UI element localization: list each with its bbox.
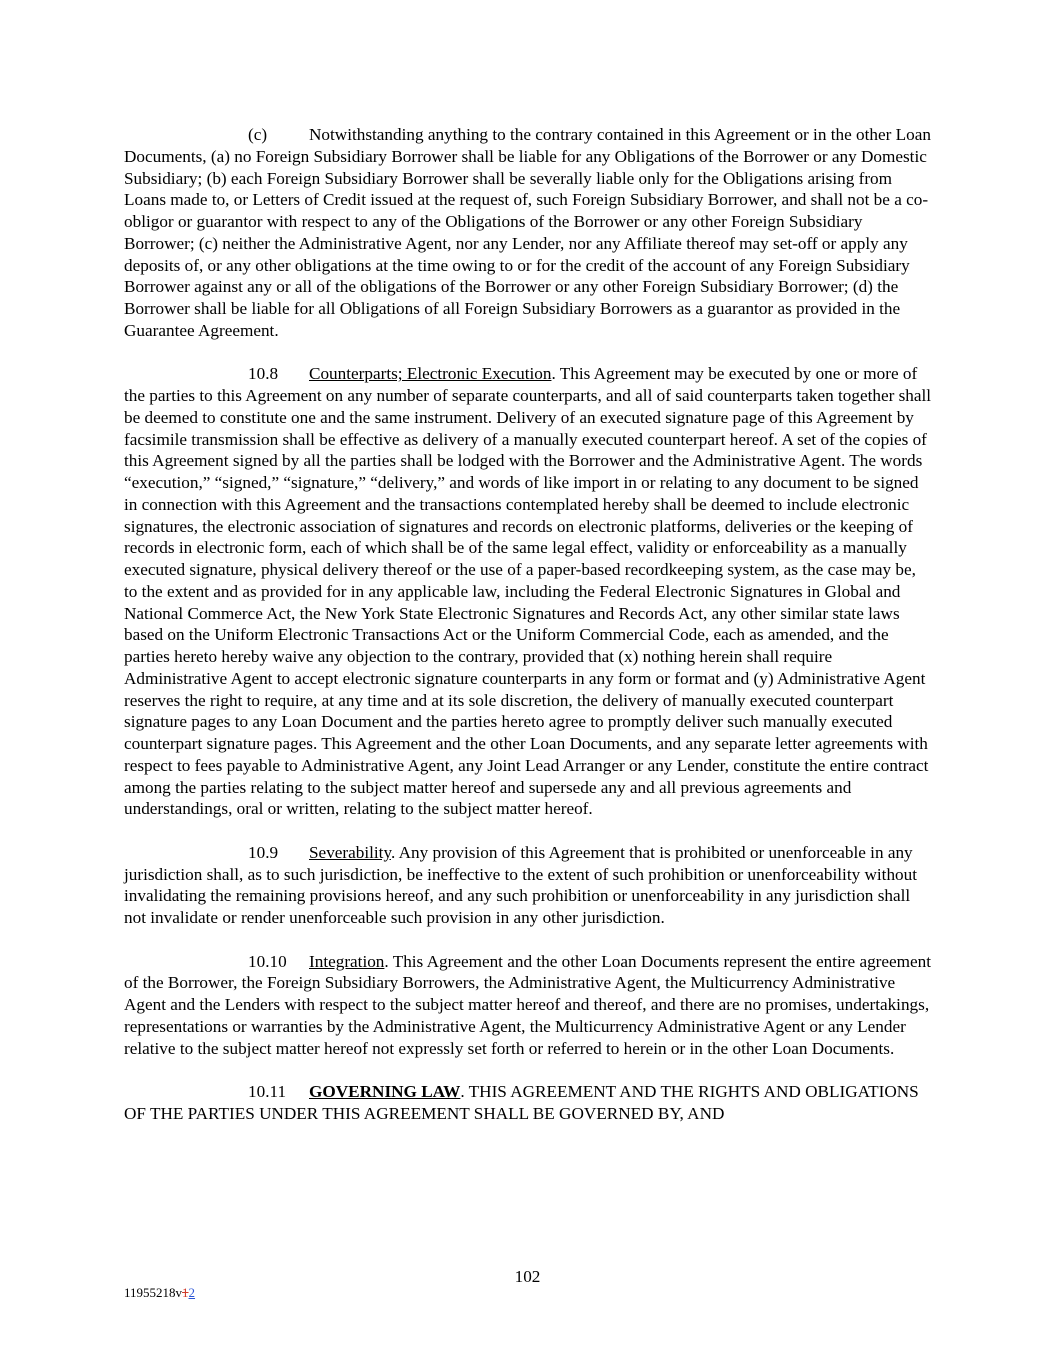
- section-10-9: [124, 842, 932, 929]
- section-text: . THIS AGREEMENT AND THE RIGHTS AND OBLIGATIONS OF THE PARTIES UNDER THIS AGREEMENT SHALL BE GOVERNED BY, AND: [124, 1082, 919, 1123]
- version-inserted: 2: [188, 1285, 196, 1300]
- section-number: 10.11: [248, 1082, 287, 1102]
- section-heading: GOVERNING LAW: [309, 1082, 461, 1102]
- section-heading: Counterparts; Electronic Execution: [309, 364, 552, 384]
- section-text: . This Agreement and the other Loan Documents represent the entire agreement of the Borrower, the Foreign Subsidiary Borrowers, the Administrative Agent, the Multicurrency Administrative Agent and the Lenders with respect to the subject matter hereof and thereof, and there are no promises, undertakings, representations or warranties by the Administrative Agent, the Multicurrency Administrative Agent or any Lender relative to the subject matter hereof not expressly set forth or referred to herein or in the other Loan Documents.: [124, 951, 932, 1058]
- paragraph-c: [124, 124, 932, 342]
- page-body: [124, 124, 932, 1125]
- section-10-10: [124, 951, 932, 1060]
- version-deleted: 1: [182, 1285, 189, 1300]
- section-number: 10.10: [248, 951, 287, 971]
- section-text: . Any provision of this Agreement that is prohibited or unenforceable in any jurisdiction shall, as to such jurisdiction, be ineffective to the extent of such prohibition or unenforceability without invalidating the remaining provisions hereof, and any such prohibition or unenforceability in any jurisdiction shall not invalidate or render unenforceable such provision in any other jurisdiction.: [124, 842, 917, 928]
- section-heading: Integration: [309, 951, 385, 971]
- section-text: . This Agreement may be executed by one or more of the parties to this Agreement on any number of separate counterparts, and all of said counterparts taken together shall be deemed to constitute one and the same instrument. Delivery of an executed signature page of this Agreement by facsimile transmission shall be effective as delivery of a manually executed counterpart hereof. A set of the copies of this Agreement signed by all the parties shall be lodged with the Borrower and the Administrative Agent. The words “execution,” “signed,” “signature,” “delivery,” and words of like import in or relating to any document to be signed in connection with this Agreement and the transactions contemplated hereby shall be deemed to include electronic signatures, the electronic association of signatures and records on electronic platforms, deliveries or the keeping of records in electronic form, each of which shall be of the same legal effect, validity or enforceability as a manually executed signature, physical delivery thereof or the use of a paper-based recordkeeping system, as the case may be, to the extent and as provided for in any applicable law, including the Federal Electronic Signatures in Global and National Commerce Act, the New York State Electronic Signatures and Records Act, any other similar state laws based on the Uniform Electronic Transactions Act or the Uniform Commercial Code, each as amended, and the parties hereto hereby waive any objection to the contrary, provided that (x) nothing herein shall require Administrative Agent to accept electronic signature counterparts in any form or format and (y) Administrative Agent reserves the right to require, at any time and at its sole discretion, the delivery of manually executed counterpart signature pages to any Loan Document and the parties hereto agree to promptly deliver such manually executed counterpart signature pages. This Agreement and the other Loan Documents, and any separate letter agreements with respect to fees payable to Administrative Agent, any Joint Lead Arranger or any Lender, constitute the entire contract among the parties relating to the subject matter hereof and supersede any and all previous agreements and understandings, oral or written, relating to the subject matter hereof.: [124, 364, 932, 819]
- page-number: 102: [514, 1267, 541, 1286]
- document-id-prefix: 11955218v: [124, 1285, 183, 1300]
- section-10-11: [124, 1081, 932, 1125]
- document-id: [124, 1285, 195, 1301]
- section-heading: Severability: [309, 842, 391, 862]
- section-number: 10.8: [248, 364, 279, 384]
- paragraph-text: Notwithstanding anything to the contrary contained in this Agreement or in the other Loan Documents, (a) no Foreign Subsidiary Borrower shall be liable for any Obligations of the Borrower or any Domestic Subsidiary; (b) each Foreign Subsidiary Borrower shall be severally liable only for the Obligations arising from Loans made to, or Letters of Credit issued at the request of, such Foreign Subsidiary Borrower, and shall not be a co-obligor or guarantor with respect to any of the Obligations of the Borrower or any other Foreign Subsidiary Borrower; (c) neither the Administrative Agent, nor any Lender, nor any Affiliate thereof may set-off or apply any deposits of, or any other obligations at the time owing to or for the credit of the account of any Foreign Subsidiary Borrower against any or all of the obligations of the Borrower or any other Foreign Subsidiary Borrower; (d) the Borrower shall be liable for all Obligations of all Foreign Subsidiary Borrowers as a guarantor as provided in the Guarantee Agreement.: [124, 125, 931, 340]
- section-number: 10.9: [248, 842, 279, 862]
- paragraph-number: (c): [248, 125, 268, 144]
- section-10-8: [124, 363, 932, 820]
